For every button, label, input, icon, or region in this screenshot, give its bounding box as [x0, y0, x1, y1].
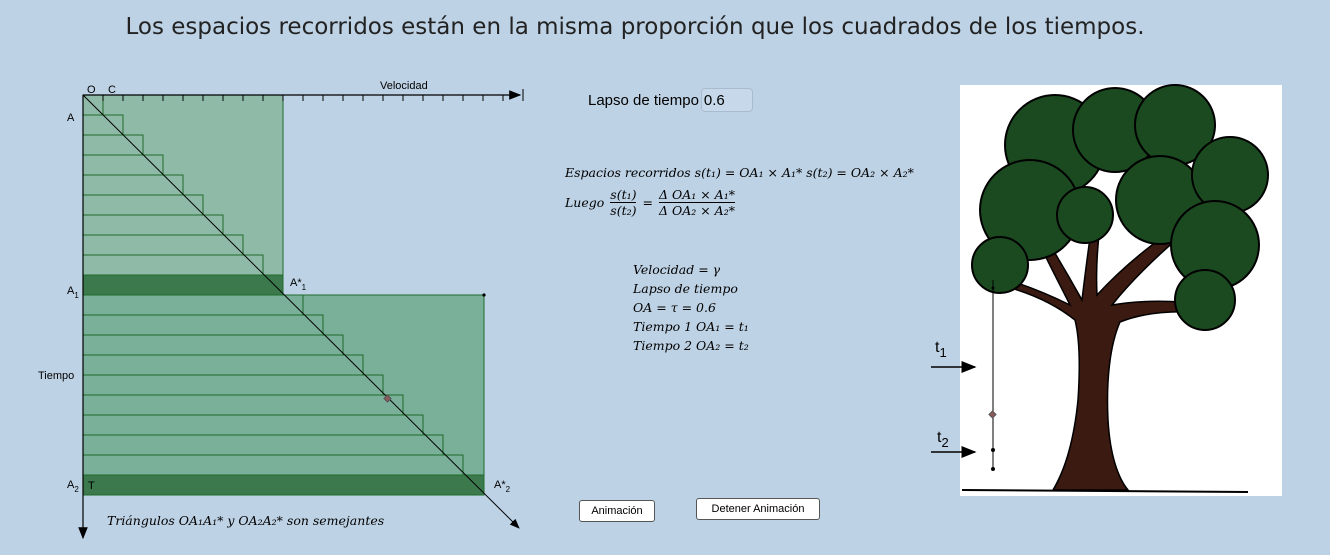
rhs-numerator: Δ OA₁ × A₁* — [658, 187, 735, 202]
a2-label: $A_2$ — [67, 479, 79, 494]
point-c-label: C — [108, 84, 116, 96]
def-tiempo2: Tiempo 2 OA₂ = t₂ — [633, 338, 749, 353]
lhs-fraction — [610, 187, 636, 218]
def-tiempo1: Tiempo 1 OA₁ = t₁ — [633, 319, 749, 334]
a2-star-label: $A*_2$ — [494, 479, 511, 494]
lhs-numerator: s(t₁) — [610, 187, 637, 202]
a1-label: $A_1$ — [67, 285, 79, 300]
time-label: Tiempo — [38, 370, 75, 382]
band-a1 — [83, 275, 283, 295]
rhs-fraction — [659, 187, 735, 218]
origin-label: O — [87, 84, 96, 96]
luego-label: Luego — [565, 195, 605, 210]
lapso-input[interactable] — [701, 88, 753, 112]
formula-line1: Espacios recorridos s(t₁) = OA₁ × A₁* s(t₂) = OA₂ × A₂* — [565, 165, 914, 180]
point-a-label: A — [67, 112, 75, 124]
a1-star-label: $A*_1$ — [290, 277, 307, 292]
lower-rect-corner — [482, 293, 485, 296]
def-lapso: Lapso de tiempo — [633, 281, 738, 296]
rhs-denominator: Δ OA₂ × A₂* — [658, 203, 735, 218]
t1-label: $t_1$ — [935, 339, 947, 360]
lapso-control — [588, 86, 753, 114]
tau-label: T — [88, 480, 95, 492]
t2-label: $t_2$ — [937, 429, 949, 450]
lapso-label: Lapso de tiempo — [588, 91, 699, 109]
animate-button[interactable]: Animación — [579, 500, 655, 522]
def-velocidad: Velocidad = γ — [633, 262, 721, 277]
lhs-denominator: s(t₂) — [610, 203, 637, 218]
definitions-block — [633, 260, 749, 355]
def-oa: OA = τ = 0.6 — [633, 300, 716, 315]
stop-animation-button[interactable]: Detener Animación — [696, 498, 820, 520]
page-title: Los espacios recorridos están en la misma proporción que los cuadrados de los tiempos. — [125, 14, 1145, 40]
similar-triangles-caption: Triángulos OA₁A₁* y OA₂A₂* son semejantes — [107, 513, 385, 528]
velocity-label: Velocidad — [380, 80, 428, 92]
formula-line2 — [565, 187, 735, 218]
equals-sign: = — [642, 195, 653, 210]
band-a2 — [83, 475, 484, 495]
